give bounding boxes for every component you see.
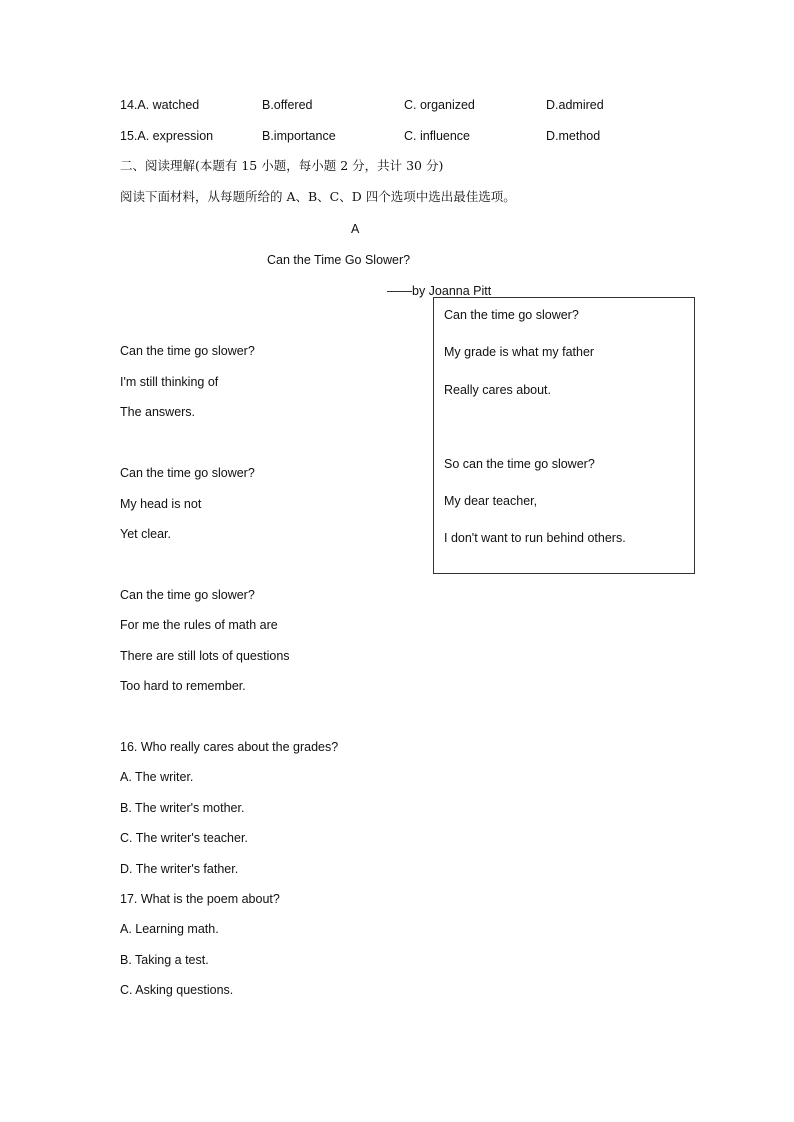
poem-title: Can the Time Go Slower?	[267, 253, 411, 267]
instruction-text: 阅读下面材料，从每题所给的 A、B、C、D 四个选项中选出最佳选项。	[120, 189, 516, 204]
answer-option: C. Asking questions.	[120, 983, 234, 997]
question-stem: 16. Who really cares about the grades?	[120, 740, 339, 754]
poem-box-line: I don't want to run behind others.	[444, 531, 626, 545]
option-14-b: B.offered	[262, 98, 313, 112]
option-14-c: C. organized	[404, 98, 475, 112]
poem-line: For me the rules of math are	[120, 618, 278, 632]
question-stem: 17. What is the poem about?	[120, 892, 280, 906]
answer-option: B. The writer's mother.	[120, 801, 245, 815]
poem-line: Yet clear.	[120, 527, 171, 541]
poem-line: My head is not	[120, 497, 202, 511]
passage-label: A	[351, 222, 360, 236]
poem-author: ——by Joanna Pitt	[387, 284, 492, 298]
poem-line: There are still lots of questions	[120, 649, 290, 663]
option-15-d: D.method	[546, 129, 601, 143]
poem-line: The answers.	[120, 405, 196, 419]
option-14-a: 14.A. watched	[120, 98, 200, 112]
poem-line: Can the time go slower?	[120, 344, 255, 358]
option-15-c: C. influence	[404, 129, 471, 143]
option-15-a: 15.A. expression	[120, 129, 214, 143]
option-15-b: B.importance	[262, 129, 336, 143]
poem-line: Can the time go slower?	[120, 588, 255, 602]
poem-box-line: Can the time go slower?	[444, 308, 579, 322]
answer-option: A. Learning math.	[120, 922, 219, 936]
poem-box-line: My dear teacher,	[444, 494, 538, 508]
answer-option: B. Taking a test.	[120, 953, 209, 967]
option-14-d: D.admired	[546, 98, 604, 112]
poem-line: I'm still thinking of	[120, 375, 219, 389]
poem-line: Too hard to remember.	[120, 679, 246, 693]
answer-option: C. The writer's teacher.	[120, 831, 248, 845]
poem-box-line: My grade is what my father	[444, 345, 595, 359]
answer-option: D. The writer's father.	[120, 862, 239, 876]
section-heading: 二、阅读理解(本题有 15 小题，每小题 2 分，共计 30 分)	[120, 158, 444, 173]
poem-box-line: So can the time go slower?	[444, 457, 595, 471]
poem-box-line: Really cares about.	[444, 383, 552, 397]
poem-line: Can the time go slower?	[120, 466, 255, 480]
answer-option: A. The writer.	[120, 770, 194, 784]
